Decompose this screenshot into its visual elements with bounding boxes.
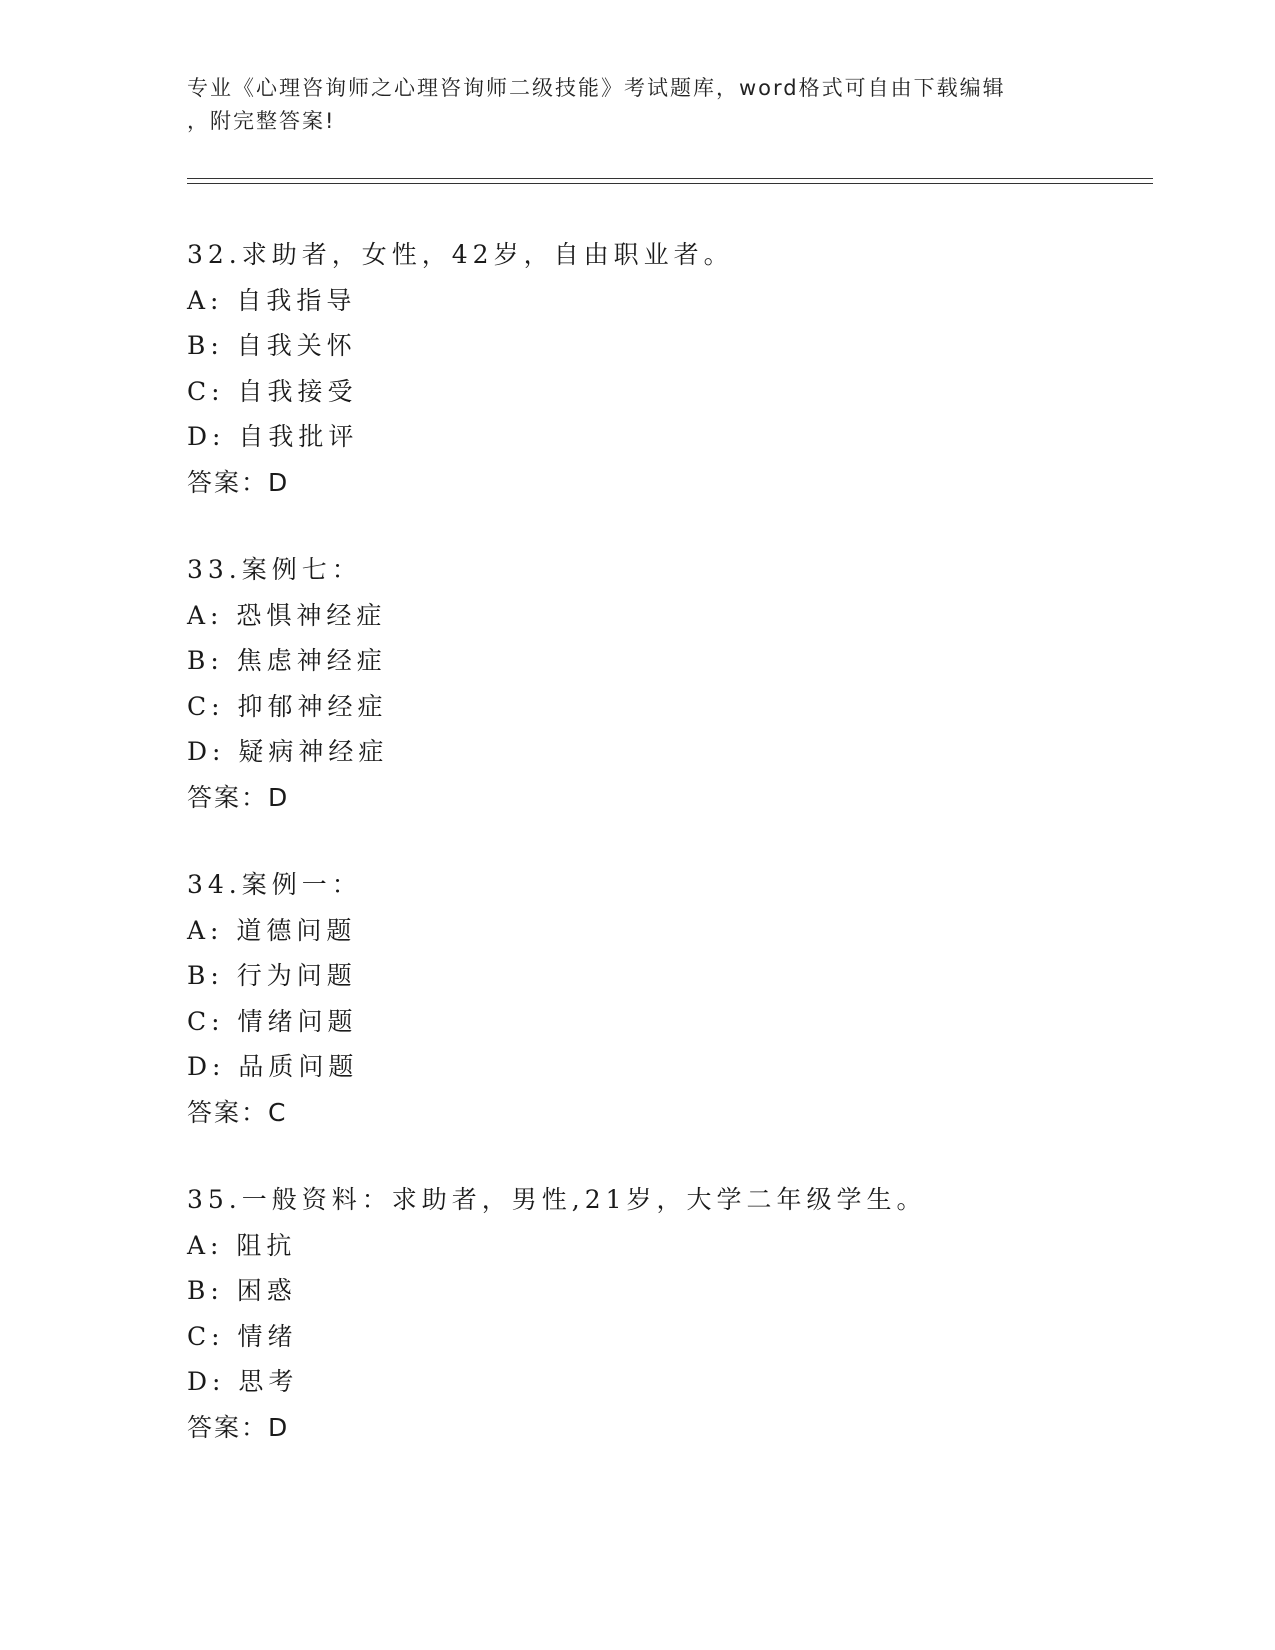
question-stem: 35.一般资料：求助者，男性,21岁，大学二年级学生。	[187, 1185, 927, 1214]
option-a: A: 道德问题	[187, 915, 357, 945]
question-34	[187, 862, 1137, 1135]
option-a: A: 恐惧神经症	[187, 600, 387, 630]
option-c: C: 自我接受	[187, 376, 358, 406]
document-header	[187, 72, 1087, 138]
option-b: B: 焦虑神经症	[187, 646, 387, 675]
option-a: A: 自我指导	[187, 285, 357, 315]
question-33	[187, 547, 1137, 820]
question-stem: 33.案例七：	[187, 555, 362, 584]
header-line-2: ，附完整答案!	[187, 109, 336, 133]
option-b: B: 困惑	[187, 1276, 297, 1305]
question-32	[187, 232, 1137, 505]
option-b: B: 行为问题	[187, 961, 357, 990]
option-d: D: 疑病神经症	[187, 737, 389, 766]
header-double-rule	[187, 178, 1153, 184]
question-stem: 34.案例一：	[187, 870, 362, 899]
option-b: B: 自我关怀	[187, 331, 357, 360]
answer: 答案：D	[187, 467, 290, 497]
option-c: C: 情绪问题	[187, 1006, 358, 1036]
header-line-1: 专业《心理咨询师之心理咨询师二级技能》考试题库，word格式可自由下载编辑	[187, 76, 1006, 100]
question-stem: 32.求助者，女性，42岁，自由职业者。	[187, 240, 734, 269]
answer: 答案：D	[187, 782, 290, 812]
option-a: A: 阻抗	[187, 1230, 297, 1260]
question-35	[187, 1177, 1137, 1450]
option-c: C: 情绪	[187, 1321, 298, 1351]
option-d: D: 品质问题	[187, 1052, 359, 1081]
option-d: D: 思考	[187, 1367, 299, 1396]
option-d: D: 自我批评	[187, 422, 359, 451]
answer: 答案：C	[187, 1097, 288, 1127]
option-c: C: 抑郁神经症	[187, 691, 388, 721]
answer: 答案：D	[187, 1412, 290, 1442]
